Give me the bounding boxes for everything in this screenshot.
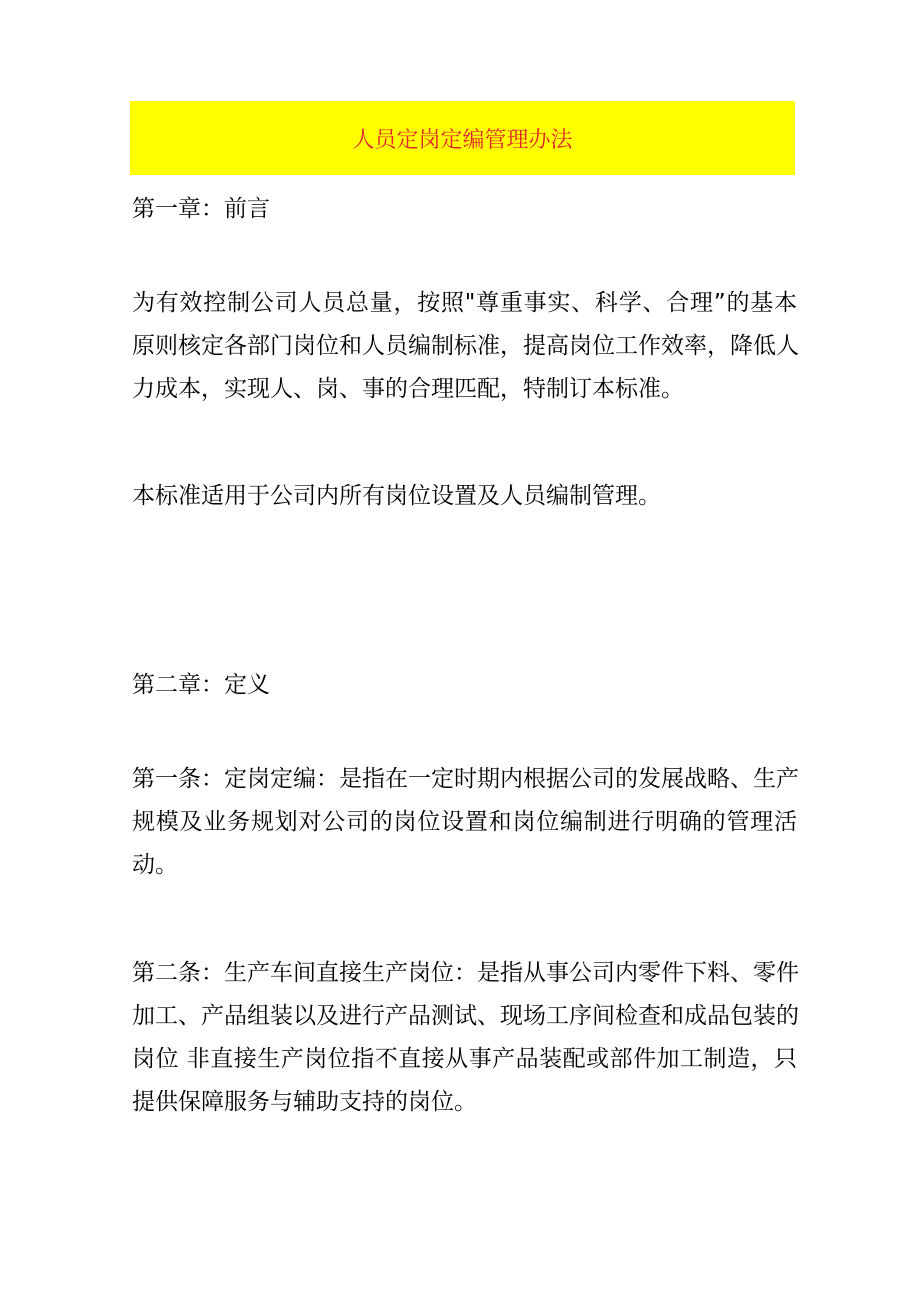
- chapter1-paragraph1-line2: 原则核定各部门岗位和人员编制标准，提高岗位工作效率，降低人: [132, 333, 799, 359]
- chapter2-heading: [132, 664, 797, 707]
- chapter2-article2-line2: 加工、产品组装以及进行产品测试、现场工序间检查和成品包装的: [132, 1003, 799, 1029]
- document-title: 人员定岗定编管理办法: [352, 127, 573, 153]
- chapter1-paragraph1: [132, 282, 797, 411]
- chapter1-heading: [132, 188, 797, 231]
- chapter2-article2-line1: 第二条：生产车间直接生产岗位：是指从事公司内零件下料、零件: [132, 960, 799, 986]
- chapter2-article2: [132, 952, 797, 1124]
- chapter2-article2-line4: 提供保障服务与辅助支持的岗位。: [132, 1089, 477, 1115]
- chapter1-heading-text: 第一章：前言: [132, 196, 270, 222]
- chapter2-article1-line2: 规模及业务规划对公司的岗位设置和岗位编制进行明确的管理活: [132, 809, 797, 835]
- chapter2-heading-text: 第二章：定义: [132, 672, 270, 698]
- chapter2-article2-line3: 岗位 非直接生产岗位指不直接从事产品装配或部件加工制造，只: [132, 1046, 797, 1072]
- chapter1-paragraph1-line1: 为有效控制公司人员总量，按照"尊重事实、科学、合理”的基本: [132, 290, 797, 316]
- chapter2-article1-line1: 第一条：定岗定编：是指在一定时期内根据公司的发展战略、生产: [132, 766, 799, 792]
- chapter2-article1: [132, 758, 797, 887]
- title-banner: [130, 101, 795, 175]
- chapter2-article1-line3: 动。: [132, 852, 178, 878]
- chapter1-paragraph2-line1: 本标准适用于公司内所有岗位设置及人员编制管理。: [132, 483, 661, 509]
- chapter1-paragraph1-line3: 力成本，实现人、岗、事的合理匹配，特制订本标准。: [132, 376, 684, 402]
- chapter1-paragraph2: [132, 475, 797, 518]
